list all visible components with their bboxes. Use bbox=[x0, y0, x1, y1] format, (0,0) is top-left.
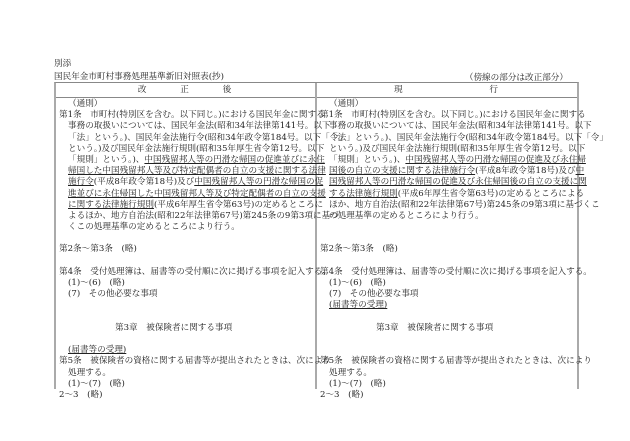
text-line bbox=[59, 323, 314, 334]
text-line bbox=[320, 300, 575, 311]
text-line bbox=[320, 244, 575, 255]
text-line bbox=[320, 390, 575, 401]
text-segment: という。)及び国民年金法施行規則(昭和35年厚生省令第12号。以下 bbox=[329, 143, 586, 154]
text-line bbox=[320, 188, 585, 200]
blank-line bbox=[59, 312, 314, 323]
text-segment: (1)～(6) (略) bbox=[68, 278, 125, 288]
text-line bbox=[320, 121, 592, 132]
text-line bbox=[320, 166, 585, 177]
attachment-label: 別添 bbox=[54, 59, 72, 69]
text-line bbox=[59, 110, 325, 121]
text-line bbox=[59, 132, 347, 144]
document-title: 国民年金市町村事務処理基準新旧対照表(抄) bbox=[54, 72, 224, 82]
text-line bbox=[59, 222, 314, 233]
text-segment: (7) その他必要な事項 bbox=[68, 289, 158, 300]
text-line bbox=[320, 289, 575, 300]
text-segment: 第2条～第3条 (略) bbox=[320, 244, 398, 255]
text-segment: 第4条 受付処理簿は、届書等の受付順に次に掲げる事項を記入する。 bbox=[59, 266, 331, 277]
revision-note: （傍線の部分は改正部分） bbox=[464, 73, 568, 83]
text-segment: 第3章 被保険者に関する事項 bbox=[376, 322, 494, 333]
amended-text: 中 bbox=[575, 166, 585, 177]
text-line bbox=[320, 143, 586, 155]
amended-text: 進並びに永住帰国した中国残留邦人等及び特定配偶者の自立の支援 bbox=[68, 188, 326, 199]
text-line bbox=[59, 154, 325, 166]
text-segment: 「規則」という。)、 bbox=[329, 154, 406, 165]
text-segment: (平成8年政令第18号)及び bbox=[93, 177, 195, 188]
text-line bbox=[59, 143, 325, 155]
text-line bbox=[59, 199, 324, 211]
text-line bbox=[320, 278, 575, 289]
column-header-after: 改 正 後 bbox=[137, 85, 234, 95]
amended-text: 施行令 bbox=[68, 177, 94, 188]
text-line bbox=[59, 356, 331, 367]
text-segment: (1)～(7) (略) bbox=[329, 378, 386, 389]
text-line bbox=[320, 177, 587, 188]
text-segment: (平成6年厚生省令第63号)の定めるところによる bbox=[397, 188, 585, 199]
text-line bbox=[320, 211, 575, 222]
text-segment: (平成8年政令第18号)及び bbox=[475, 166, 576, 177]
text-line bbox=[59, 188, 326, 200]
amended-text: に関する法律施行規則 bbox=[68, 199, 154, 210]
text-segment: (平成6年厚生省令第63号)の定めるところに bbox=[153, 199, 324, 210]
blank-line bbox=[59, 334, 314, 345]
text-line bbox=[320, 132, 608, 144]
text-line bbox=[320, 266, 592, 278]
blank-line bbox=[320, 345, 575, 356]
amended-text: 中国残留邦人等の円滑な帰国の促進及び永住帰 bbox=[405, 154, 586, 165]
text-line bbox=[59, 379, 314, 390]
text-segment: （通則） bbox=[329, 99, 364, 109]
text-segment: 第5条 被保険者の資格に関する届書等が提出されたときは、次により bbox=[59, 356, 331, 367]
amended-text: 国後の自立の支援に関する法律施行令 bbox=[329, 166, 476, 177]
text-segment: 第5条 被保険者の資格に関する届書等が提出されたときは、次により bbox=[320, 356, 592, 367]
amended-text: (届書等の受理) bbox=[329, 300, 388, 311]
text-line bbox=[59, 166, 326, 177]
text-line bbox=[59, 345, 314, 356]
text-line bbox=[320, 199, 600, 211]
after-column bbox=[59, 99, 347, 401]
text-line bbox=[59, 266, 331, 278]
current-column bbox=[320, 99, 608, 401]
text-segment: 処理する。 bbox=[68, 367, 111, 378]
text-line bbox=[59, 390, 314, 401]
text-segment: 2～3 (略) bbox=[59, 389, 103, 400]
text-segment: 第3章 被保険者に関する事項 bbox=[115, 322, 233, 333]
column-header-current: 現 行 bbox=[394, 85, 500, 95]
blank-line bbox=[59, 300, 314, 311]
text-segment: (1)～(6) (略) bbox=[329, 278, 386, 288]
text-line bbox=[320, 99, 575, 110]
blank-line bbox=[59, 256, 314, 267]
text-segment: 第4条 受付処理簿は、届書等の受付順に次に掲げる事項を記入する。 bbox=[320, 266, 592, 277]
text-segment: 事務の取扱いについては、国民年金法(昭和34年法律第141号。以下 bbox=[68, 121, 331, 132]
blank-line bbox=[320, 256, 575, 267]
amended-text: する法律施行規則 bbox=[329, 188, 398, 199]
text-line bbox=[59, 244, 314, 255]
text-segment: ほか、地方自治法(昭和22年法律第67号)第245条の9第3項に基づくこ bbox=[329, 199, 600, 210]
text-segment: 第1条 市町村(特別区を含む。以下同じ。)における国民年金に関する bbox=[59, 110, 325, 121]
text-segment: (1)～(7) (略) bbox=[68, 378, 125, 389]
text-segment: 事務の取扱いについては、国民年金法(昭和34年法律第141号。以下 bbox=[329, 121, 592, 132]
blank-line bbox=[59, 233, 314, 244]
amended-text: 帰国した中国残留邦人等及び特定配偶者の自立の支援に関する法律 bbox=[68, 166, 326, 177]
blank-line bbox=[320, 312, 575, 323]
text-line bbox=[320, 154, 586, 166]
text-line bbox=[59, 210, 339, 222]
text-line bbox=[320, 110, 586, 121]
amended-text: 中国残留邦人等の円滑な帰国の促 bbox=[194, 177, 324, 188]
text-line bbox=[59, 368, 314, 379]
text-segment: 「法」という。)、国民年金法施行令(昭和34年政令第184号。以下「令」 bbox=[68, 132, 347, 143]
text-segment: 2～3 (略) bbox=[320, 389, 364, 400]
text-segment: 「法」という。)、国民年金法施行令(昭和34年政令第184号。以下「令」 bbox=[329, 132, 608, 143]
text-line bbox=[59, 99, 314, 110]
text-line bbox=[320, 323, 575, 334]
text-segment: という。)及び国民年金法施行規則(昭和35年厚生省令第12号。以下 bbox=[68, 143, 325, 154]
amended-text: 中国残留邦人等の円滑な帰国の促進並びに永住 bbox=[144, 154, 325, 165]
text-segment: 第2条～第3条 (略) bbox=[59, 244, 137, 255]
comparison-table bbox=[54, 82, 608, 400]
text-line bbox=[59, 289, 314, 300]
text-segment: 処理する。 bbox=[329, 367, 372, 378]
text-segment: 第1条 市町村(特別区を含む。以下同じ。)における国民年金に関する bbox=[320, 110, 586, 121]
text-segment: （通則） bbox=[68, 99, 103, 109]
amended-text: (届書等の受理) bbox=[68, 345, 127, 356]
amended-text: 国残留邦人等の円滑な帰国の促進及び永住帰国後の自立の支援に関 bbox=[329, 177, 587, 188]
text-segment: (7) その他必要な事項 bbox=[329, 289, 419, 300]
text-segment: の処理基準の定めるところにより行う。 bbox=[329, 210, 484, 221]
text-segment: よるほか、地方自治法(昭和22年法律第67号)第245条の9第3項に基づ bbox=[68, 210, 339, 221]
text-segment: くこの処理基準の定めるところにより行う。 bbox=[68, 222, 240, 233]
text-segment: 「規則」という。)、 bbox=[68, 154, 145, 165]
text-line bbox=[59, 278, 314, 289]
blank-line bbox=[320, 334, 575, 345]
text-line bbox=[320, 368, 575, 379]
text-line bbox=[320, 356, 592, 367]
blank-line bbox=[320, 233, 575, 244]
blank-line bbox=[320, 222, 575, 233]
text-line bbox=[320, 379, 575, 390]
text-line bbox=[59, 177, 324, 188]
text-line bbox=[59, 121, 331, 132]
